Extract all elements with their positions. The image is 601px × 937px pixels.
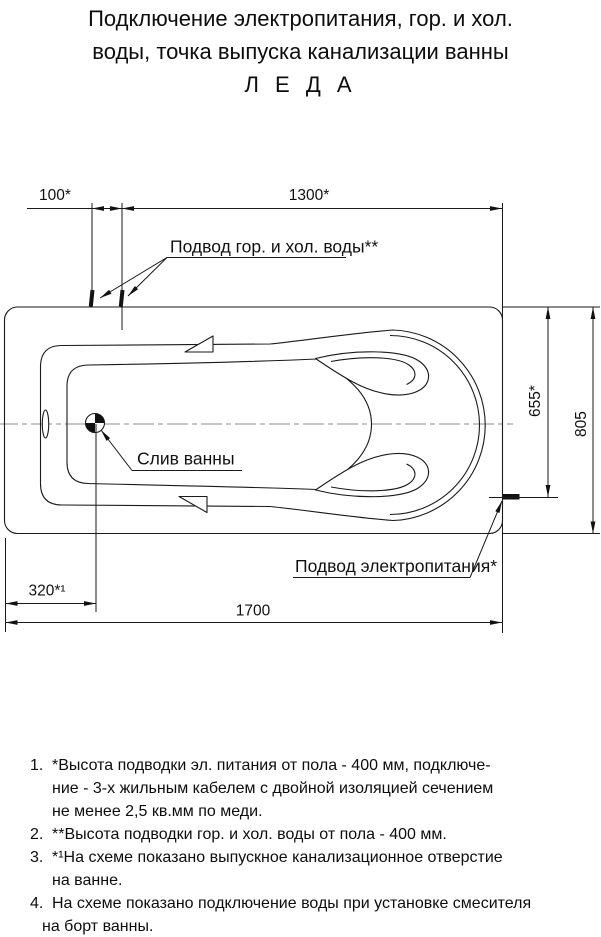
note-number: 2. bbox=[30, 826, 44, 843]
note-text: на борт ванны. bbox=[42, 918, 154, 935]
dim-320: 320*¹ bbox=[28, 582, 66, 600]
note-line bbox=[30, 892, 595, 915]
water-supply-leader bbox=[100, 258, 346, 299]
note-text: на ванне. bbox=[52, 872, 123, 889]
rim-notch-top bbox=[185, 336, 213, 352]
note-line bbox=[30, 800, 595, 823]
footnotes bbox=[30, 754, 595, 937]
note-line bbox=[30, 777, 595, 800]
note-text: На схеме показано подключение воды при установке смесителя bbox=[52, 895, 532, 912]
dim-1700: 1700 bbox=[235, 602, 271, 620]
drain-icon bbox=[86, 414, 105, 433]
note-line bbox=[30, 869, 595, 892]
note-line bbox=[30, 915, 595, 937]
tub-outer-rim bbox=[5, 307, 503, 534]
rim-notch-bottom bbox=[179, 497, 207, 513]
label-drain: Слив ванны bbox=[137, 448, 235, 469]
note-text: **Высота подводки гор. и хол. воды от пола - 400 мм. bbox=[52, 826, 447, 843]
note-text: *Высота подводки эл. питания от пола - 400 мм, подключе- bbox=[52, 757, 491, 774]
dim-100: 100* bbox=[39, 187, 71, 204]
dim-805: 805 bbox=[573, 411, 590, 437]
overflow-icon bbox=[42, 410, 48, 438]
tub-top-view bbox=[5, 307, 503, 534]
note-number: 1. bbox=[30, 757, 44, 774]
tub-inner-rim bbox=[41, 330, 486, 521]
leader-arrows bbox=[100, 286, 502, 513]
note-text: ние - 3-х жильным кабелем с двойной изоляцией сечением bbox=[52, 780, 494, 797]
note-number: 4. bbox=[30, 895, 44, 912]
power-supply-point bbox=[503, 494, 520, 500]
dim-655: 655* bbox=[527, 385, 544, 417]
page-title-line-3: Л Е Д А bbox=[244, 72, 357, 97]
armrest-top bbox=[316, 352, 429, 395]
label-power-supply: Подвод электропитания* bbox=[295, 556, 498, 576]
note-number: 3. bbox=[30, 849, 44, 866]
note-line bbox=[30, 754, 595, 777]
dim-1300: 1300* bbox=[288, 187, 330, 204]
page-title-line-1: Подключение электропитания, гор. и хол. bbox=[88, 6, 513, 31]
note-text: *¹На схеме показано выпускное канализационное отверстие bbox=[52, 849, 503, 866]
page-title-line-2: воды, точка выпуска канализации ванны bbox=[92, 39, 509, 64]
label-water-supply: Подвод гор. и хол. воды** bbox=[170, 236, 379, 257]
note-line bbox=[30, 823, 595, 846]
note-line bbox=[30, 846, 595, 869]
leader-lines bbox=[100, 258, 502, 578]
armrest-bottom bbox=[316, 453, 429, 496]
note-text: не менее 2,5 кв.мм по меди. bbox=[52, 803, 263, 820]
